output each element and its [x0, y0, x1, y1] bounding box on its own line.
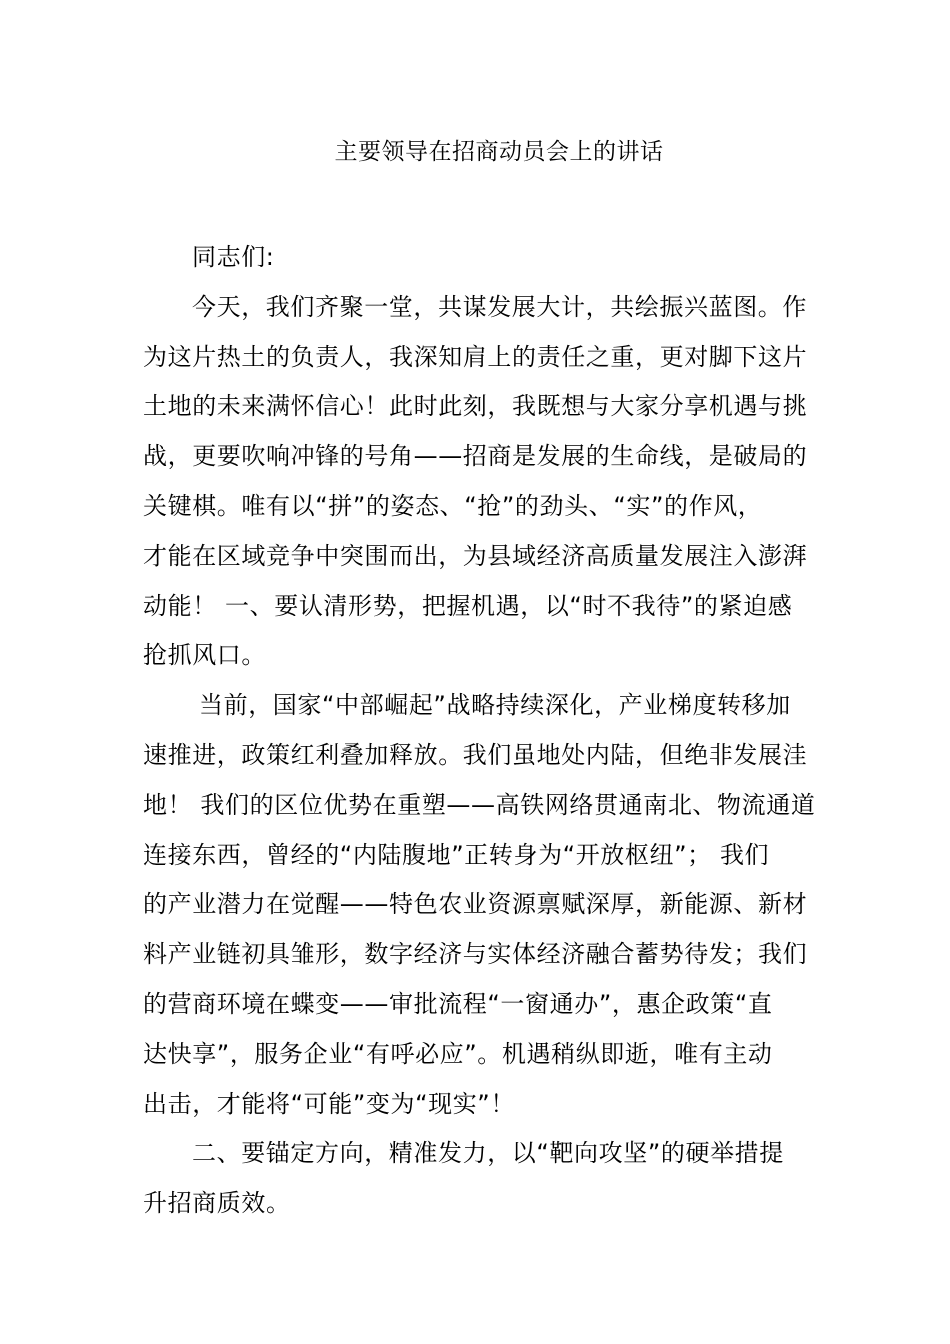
paragraph-line: 出击，才能将“可能”变为“现实”！	[143, 1089, 515, 1118]
paragraph-line: 的营商环境在蝶变——审批流程“一窗通办”，惠企政策“直	[143, 989, 773, 1018]
paragraph-line: 今天，我们齐聚一堂，共谋发展大计，共绘振兴蓝图。作	[192, 292, 807, 321]
paragraph-line: 料产业链初具雏形，数字经济与实体经济融合蓄势待发；我们	[143, 940, 808, 969]
paragraph-line: 升招商质效。	[143, 1189, 291, 1218]
paragraph-line: 当前，国家“中部崛起”战略持续深化，产业梯度转移加	[199, 691, 791, 720]
paragraph-line: 地！ 我们的区位优势在重塑——高铁网络贯通南北、物流通道	[143, 790, 816, 819]
salutation: 同志们:	[192, 243, 275, 271]
paragraph-line: 才能在区域竞争中突围而出，为县域经济高质量发展注入澎湃	[143, 541, 808, 570]
document-body	[143, 233, 823, 1229]
document-title: 主要领导在招商动员会上的讲话	[334, 139, 664, 165]
paragraph-line: 战，更要吹响冲锋的号角——招商是发展的生命线，是破局的	[143, 442, 808, 471]
paragraph-line: 为这片热土的负责人，我深知肩上的责任之重，更对脚下这片	[143, 342, 808, 371]
paragraph-line: 速推进，政策红利叠加释放。我们虽地处内陆，但绝非发展洼	[143, 740, 808, 769]
paragraph-line: 关键棋。唯有以“拼”的姿态、“抢”的劲头、“实”的作风，	[143, 491, 763, 520]
paragraph-line: 的产业潜力在觉醒——特色农业资源禀赋深厚，新能源、新材	[143, 890, 808, 919]
section-heading: 二、要锚定方向，精准发力，以“靶向攻坚”的硬举措提	[192, 1139, 784, 1168]
paragraph-line: 达快享”，服务企业“有呼必应”。机遇稍纵即逝，唯有主动	[143, 1039, 773, 1068]
paragraph-line: 动能！ 一、要认清形势，把握机遇，以“时不我待”的紧迫感	[143, 591, 793, 620]
paragraph-line: 土地的未来满怀信心！此时此刻，我既想与大家分享机遇与挑	[143, 392, 808, 421]
paragraph-line: 抢抓风口。	[143, 641, 266, 670]
paragraph-line: 连接东西，曾经的“内陆腹地”正转身为“开放枢纽”； 我们	[143, 840, 770, 869]
